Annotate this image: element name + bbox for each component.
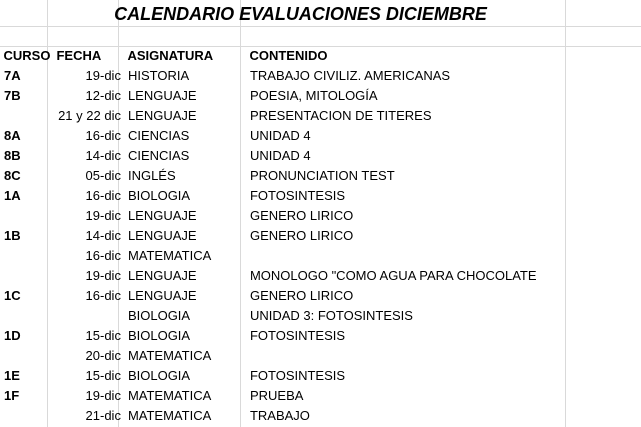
cell-asignatura[interactable]: BIOLOGIA <box>127 188 191 203</box>
sheet-title <box>0 2 641 24</box>
cell-fecha[interactable]: 14-dic <box>85 148 121 163</box>
table-row <box>1 66 572 86</box>
header-curso[interactable]: CURSO <box>3 48 51 63</box>
cell-fecha[interactable]: 16-dic <box>85 188 121 203</box>
table-row <box>1 146 572 166</box>
cell-asignatura[interactable]: CIENCIAS <box>127 148 190 163</box>
cell-curso[interactable]: 1E <box>4 368 20 383</box>
cell-asignatura[interactable]: MATEMATICA <box>127 388 212 403</box>
cell-fecha[interactable]: 19-dic <box>85 268 121 283</box>
cell-asignatura[interactable]: BIOLOGIA <box>127 368 191 383</box>
table-row <box>1 186 572 206</box>
cell-curso[interactable] <box>1 246 54 266</box>
table-row <box>1 86 572 106</box>
cell-asignatura[interactable]: BIOLOGIA <box>127 308 191 323</box>
cell-curso[interactable] <box>1 346 54 366</box>
cell-curso[interactable] <box>1 206 54 226</box>
cell-curso[interactable]: 1C <box>4 288 21 303</box>
table-row <box>1 206 572 226</box>
cell-fecha[interactable]: 20-dic <box>85 348 121 363</box>
cell-contenido[interactable]: GENERO LIRICO <box>249 228 354 243</box>
header-fecha[interactable]: FECHA <box>56 48 102 63</box>
cell-contenido[interactable]: UNIDAD 3: FOTOSINTESIS <box>249 308 413 323</box>
cell-contenido[interactable]: PRONUNCIATION TEST <box>249 168 395 183</box>
cell-contenido[interactable]: GENERO LIRICO <box>249 288 354 303</box>
cell-contenido[interactable]: TRABAJO CIVILIZ. AMERICANAS <box>249 68 451 83</box>
cell-curso[interactable]: 7B <box>4 88 21 103</box>
cell-contenido[interactable]: FOTOSINTESIS <box>249 368 346 383</box>
cell-asignatura[interactable]: MATEMATICA <box>127 248 212 263</box>
cell-asignatura[interactable]: LENGUAJE <box>127 108 197 123</box>
cell-contenido[interactable]: FOTOSINTESIS <box>249 328 346 343</box>
cell-curso[interactable]: 8A <box>4 128 21 143</box>
cell-fecha[interactable]: 16-dic <box>85 128 121 143</box>
header-asignatura[interactable]: ASIGNATURA <box>127 48 214 63</box>
cell-curso[interactable]: 1D <box>4 328 21 343</box>
cell-asignatura[interactable]: MATEMATICA <box>127 348 212 363</box>
cell-asignatura[interactable]: LENGUAJE <box>127 268 197 283</box>
cell-curso[interactable]: 1B <box>4 228 21 243</box>
table-row <box>1 246 572 266</box>
cell-contenido[interactable]: MONOLOGO "COMO AGUA PARA CHOCOLATE <box>249 268 537 283</box>
cell-curso[interactable]: 7A <box>4 68 21 83</box>
cell-asignatura[interactable]: BIOLOGIA <box>127 328 191 343</box>
cell-asignatura[interactable]: HISTORIA <box>127 68 190 83</box>
header-row <box>1 46 572 66</box>
table-row <box>1 366 572 386</box>
cell-curso[interactable]: 8B <box>4 148 21 163</box>
table-row <box>1 286 572 306</box>
cell-fecha[interactable]: 19-dic <box>85 388 121 403</box>
sheet-title-text: CALENDARIO EVALUACIONES DICIEMBRE <box>114 4 487 24</box>
cell-fecha[interactable]: 12-dic <box>85 88 121 103</box>
cell-fecha[interactable]: 16-dic <box>85 248 121 263</box>
cell-contenido[interactable]: PRUEBA <box>249 388 304 403</box>
cell-contenido[interactable] <box>246 246 571 266</box>
cell-curso[interactable]: 1F <box>4 388 20 403</box>
table-row <box>1 226 572 246</box>
cell-fecha[interactable]: 19-dic <box>85 68 121 83</box>
cell-contenido[interactable]: POESIA, MITOLOGÍA <box>249 88 378 103</box>
cell-curso[interactable]: 8C <box>4 168 21 183</box>
table-row <box>1 106 572 126</box>
cell-contenido[interactable]: UNIDAD 4 <box>249 128 311 143</box>
cell-fecha[interactable]: 14-dic <box>85 228 121 243</box>
cell-contenido[interactable]: UNIDAD 4 <box>249 148 311 163</box>
cell-contenido[interactable]: GENERO LIRICO <box>249 208 354 223</box>
cell-asignatura[interactable]: LENGUAJE <box>127 288 197 303</box>
table-row <box>1 266 572 286</box>
table-row <box>1 346 572 366</box>
cell-fecha[interactable]: 05-dic <box>85 168 121 183</box>
table-row <box>1 406 572 426</box>
cell-fecha[interactable]: 16-dic <box>85 288 121 303</box>
table-row <box>1 326 572 346</box>
cell-asignatura[interactable]: LENGUAJE <box>127 228 197 243</box>
cell-asignatura[interactable]: LENGUAJE <box>127 208 197 223</box>
table-row <box>1 386 572 406</box>
cell-contenido[interactable]: TRABAJO <box>249 408 310 423</box>
table-row <box>1 166 572 186</box>
cell-curso[interactable] <box>1 406 54 426</box>
cell-asignatura[interactable]: INGLÉS <box>127 168 176 183</box>
cell-fecha[interactable]: 21 y 22 dic <box>58 108 121 123</box>
cell-asignatura[interactable]: LENGUAJE <box>127 88 197 103</box>
row-divider <box>0 26 641 27</box>
cell-curso[interactable] <box>1 306 54 326</box>
table-row <box>1 306 572 326</box>
cell-curso[interactable] <box>1 266 54 286</box>
cell-contenido[interactable]: FOTOSINTESIS <box>249 188 346 203</box>
cell-contenido[interactable]: PRESENTACION DE TITERES <box>249 108 432 123</box>
cell-asignatura[interactable]: CIENCIAS <box>127 128 190 143</box>
table-row <box>1 126 572 146</box>
evaluations-table <box>0 46 572 426</box>
cell-asignatura[interactable]: MATEMATICA <box>127 408 212 423</box>
cell-fecha[interactable] <box>53 306 124 326</box>
cell-fecha[interactable]: 21-dic <box>85 408 121 423</box>
header-contenido[interactable]: CONTENIDO <box>249 48 328 63</box>
cell-contenido[interactable] <box>246 346 571 366</box>
cell-curso[interactable] <box>1 106 54 126</box>
cell-fecha[interactable]: 15-dic <box>85 328 121 343</box>
cell-curso[interactable]: 1A <box>4 188 21 203</box>
cell-fecha[interactable]: 19-dic <box>85 208 121 223</box>
cell-fecha[interactable]: 15-dic <box>85 368 121 383</box>
